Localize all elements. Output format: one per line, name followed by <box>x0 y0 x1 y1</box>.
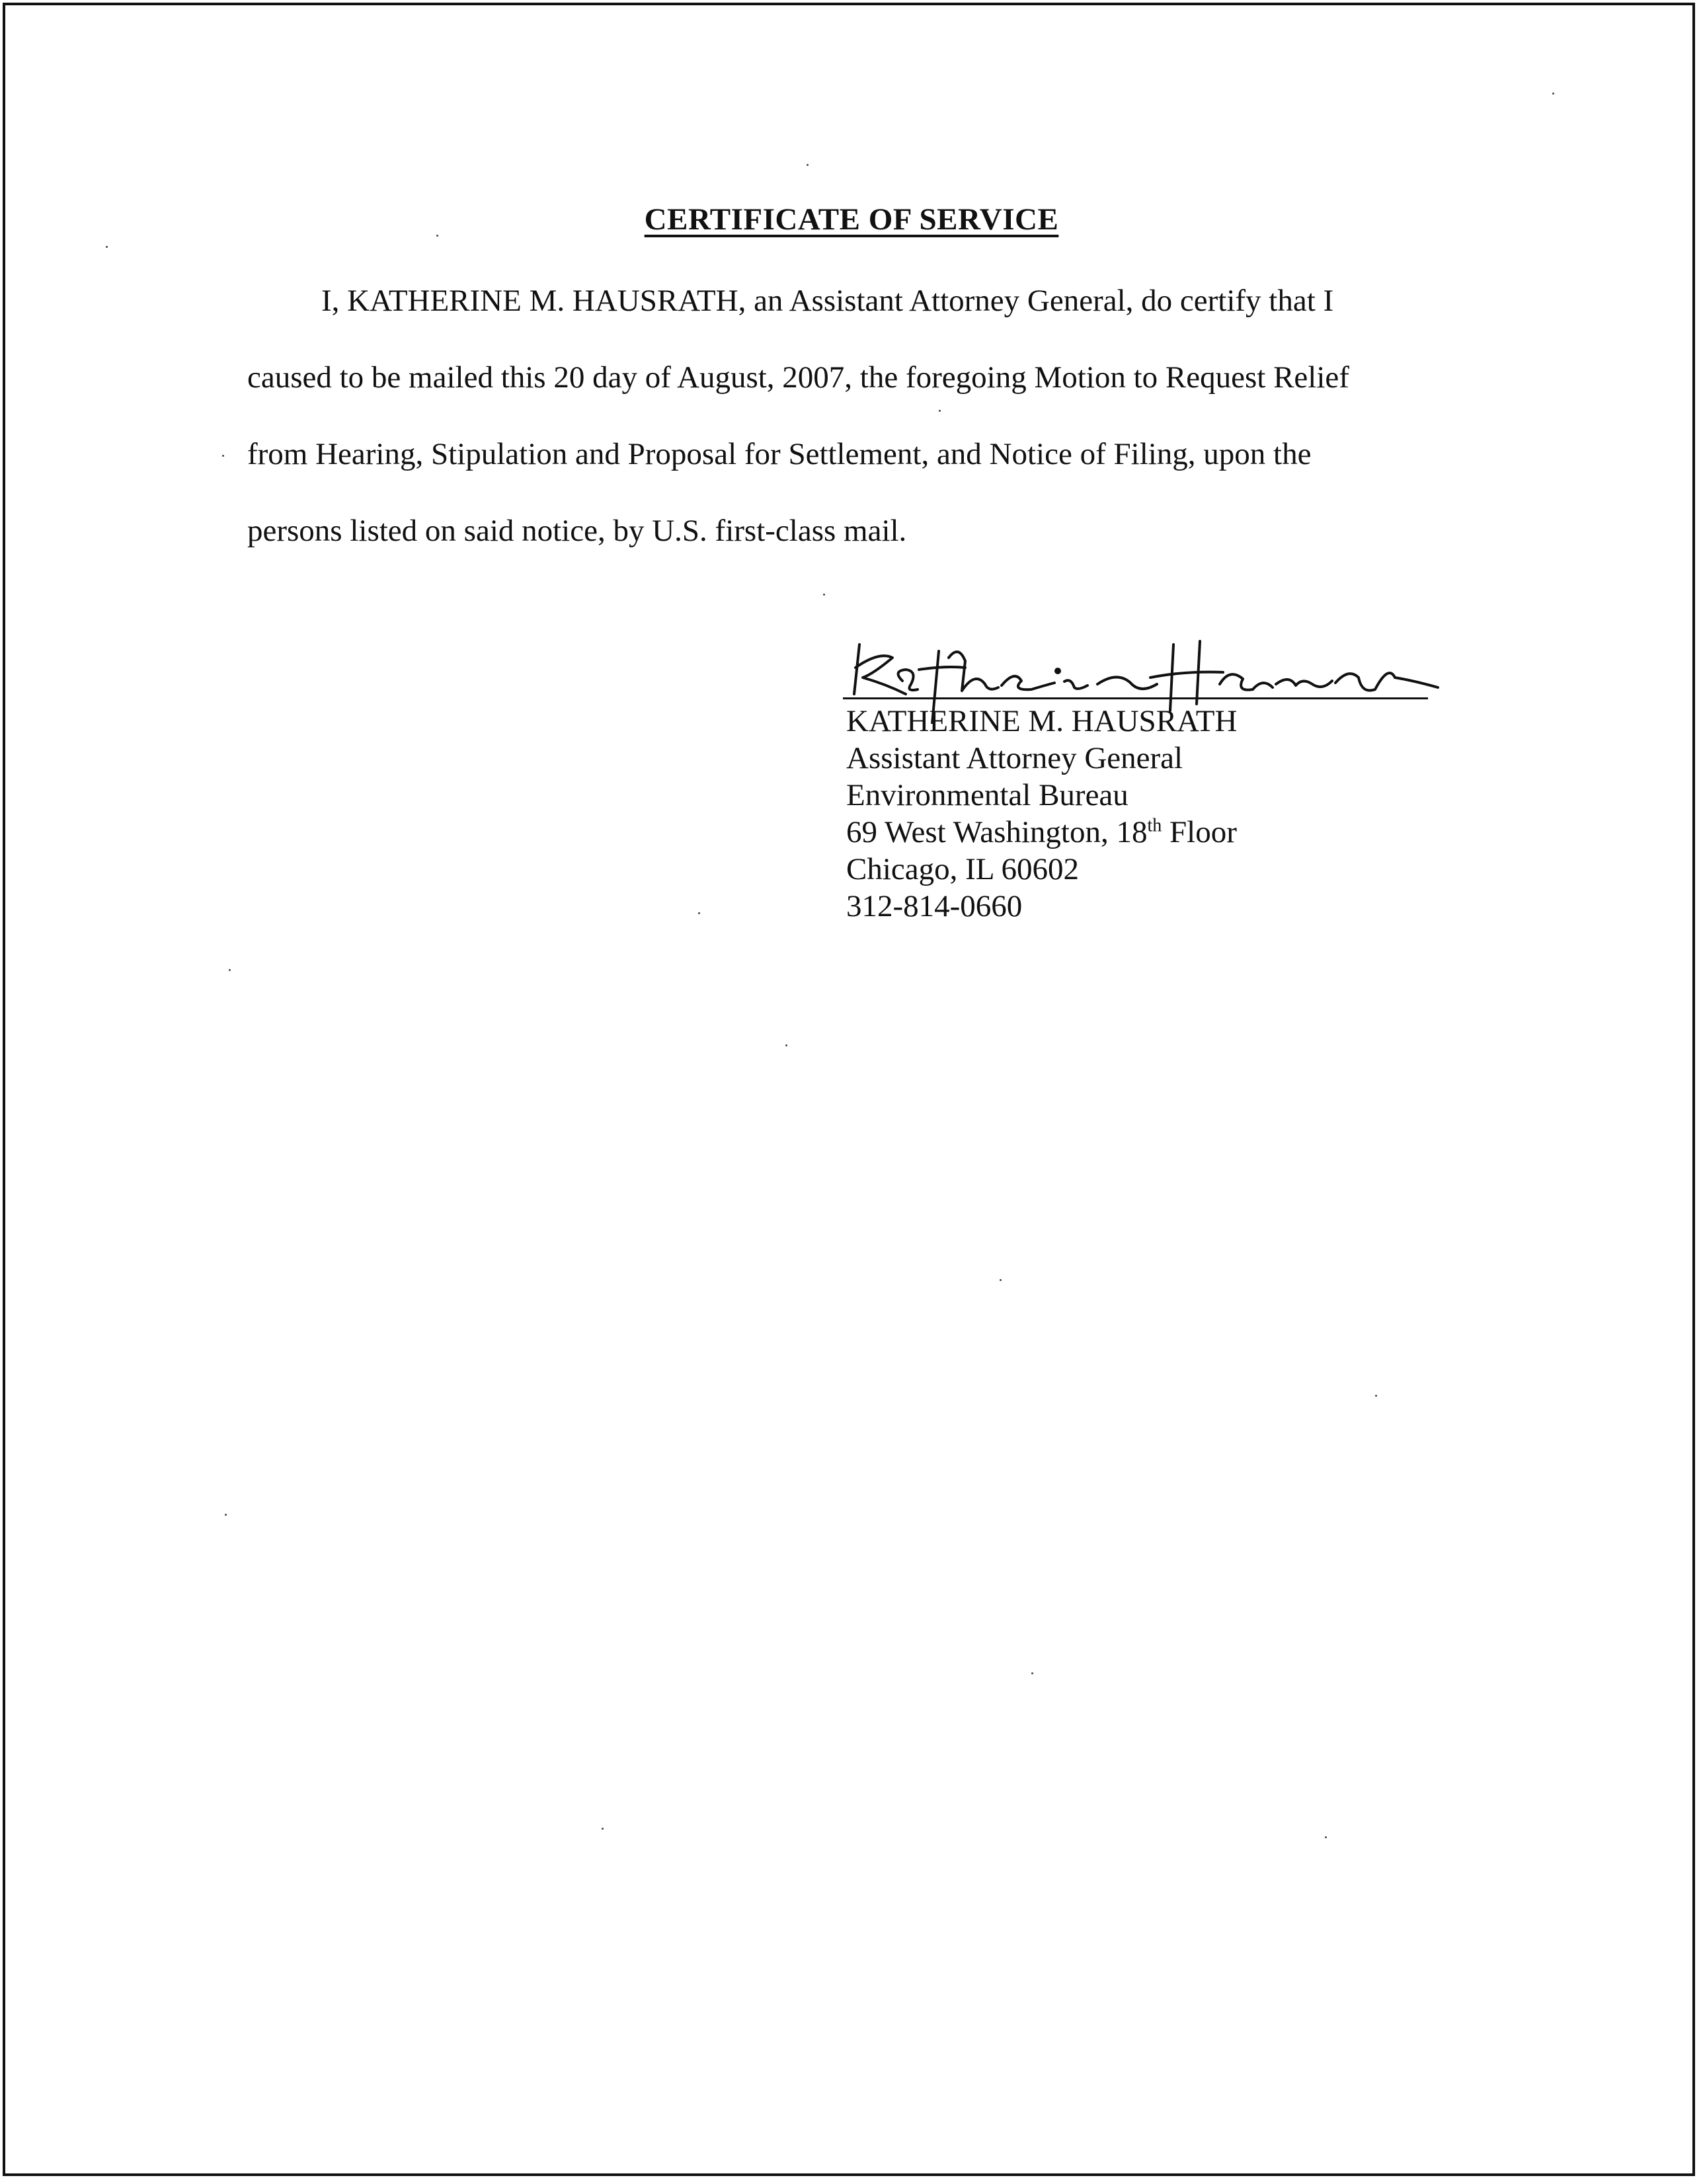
scan-speck <box>1325 1836 1327 1838</box>
signer-title: Assistant Attorney General <box>846 741 1183 775</box>
scan-speck <box>785 1044 787 1046</box>
scan-speck <box>222 455 224 457</box>
scan-speck <box>1031 1672 1033 1674</box>
document-title: CERTIFICATE OF SERVICE <box>644 202 1059 237</box>
address-floor-text: Floor <box>1162 815 1237 849</box>
scan-speck <box>225 1514 227 1516</box>
signer-city-state-zip: Chicago, IL 60602 <box>846 852 1079 886</box>
paragraph-line-3: from Hearing, Stipulation and Proposal for Settlement, and Notice of Filing, upon the <box>247 437 1312 471</box>
signer-address-street <box>846 817 1237 848</box>
scan-speck <box>1000 1279 1002 1281</box>
signature-line <box>843 697 1428 699</box>
signer-bureau: Environmental Bureau <box>846 778 1129 812</box>
scan-speck <box>229 969 231 971</box>
signer-phone: 312-814-0660 <box>846 889 1023 923</box>
scan-speck <box>106 246 108 248</box>
scan-speck <box>698 912 700 914</box>
paragraph-line-4: persons listed on said notice, by U.S. first-class mail. <box>247 514 907 548</box>
scan-speck <box>1552 93 1554 95</box>
scan-speck <box>602 1828 604 1830</box>
scan-speck <box>807 164 809 166</box>
scan-speck <box>939 410 941 412</box>
scan-speck <box>436 235 438 237</box>
signer-name: KATHERINE M. HAUSRATH <box>846 704 1238 738</box>
scan-speck <box>1375 1395 1377 1397</box>
paragraph-line-2: caused to be mailed this 20 day of August, 2007, the foregoing Motion to Request Relief <box>247 360 1349 395</box>
address-ordinal-suffix: th <box>1147 815 1162 836</box>
page-border <box>3 3 1695 2176</box>
paragraph-line-1: I, KATHERINE M. HAUSRATH, an Assistant Attorney General, do certify that I <box>321 284 1334 318</box>
address-street-text: 69 West Washington, 18 <box>846 815 1148 849</box>
scan-speck <box>823 594 825 596</box>
